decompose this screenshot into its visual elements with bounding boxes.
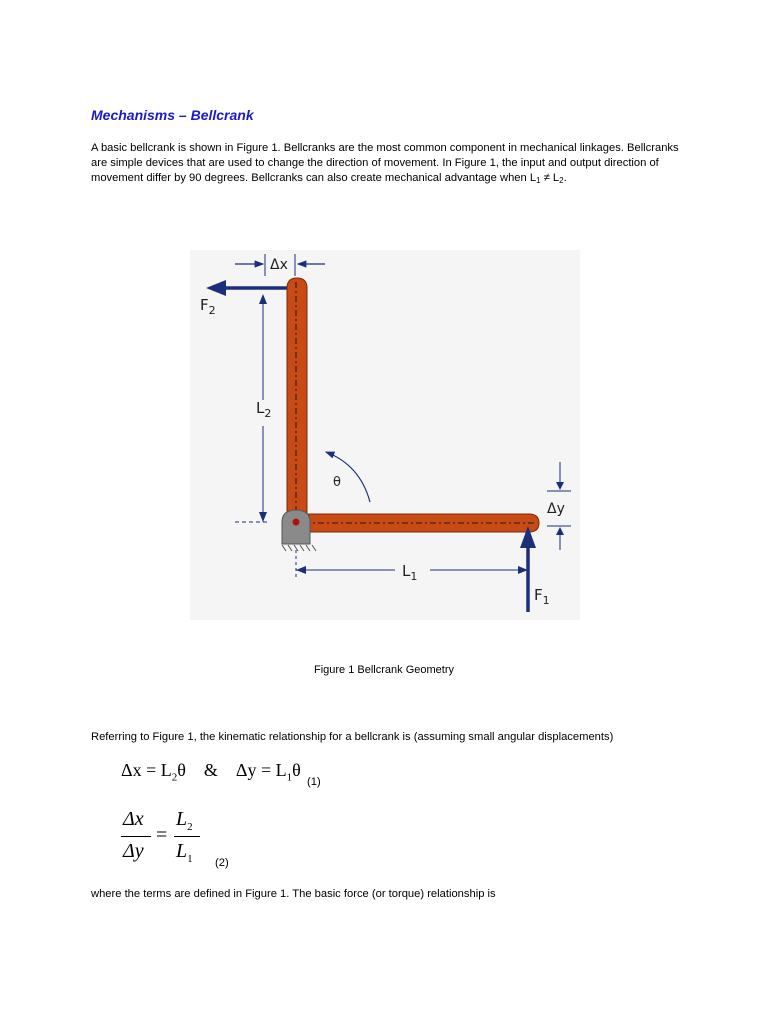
eq1-part-b-end: θ bbox=[292, 760, 301, 780]
eq1-part-a: Δx = L bbox=[121, 760, 172, 780]
force-paragraph: where the terms are defined in Figure 1. The basic force (or torque) relationship is bbox=[91, 888, 496, 900]
eq2-equals: = bbox=[156, 824, 168, 846]
eq2-den-right: $L_1$ bbox=[176, 840, 193, 865]
eq2-num-right: $L_2$ bbox=[176, 808, 193, 833]
cond-end: . bbox=[563, 172, 567, 184]
equation-2-number: (2) bbox=[215, 857, 229, 869]
equation-1-number: (1) bbox=[307, 776, 321, 788]
eq2-bar-right bbox=[174, 836, 200, 837]
eq2-bar-left bbox=[121, 836, 151, 837]
eq1-part-a-end: θ bbox=[177, 760, 186, 780]
figure-caption: Figure 1 Bellcrank Geometry bbox=[314, 664, 454, 676]
label-l2: $L_2$ bbox=[256, 399, 272, 420]
label-f1: $F_1$ bbox=[534, 586, 550, 607]
eq1-part-a-sub: 2 bbox=[171, 771, 178, 784]
figure-background bbox=[190, 250, 580, 620]
label-l1: $L_1$ bbox=[402, 562, 418, 583]
cond-l2-sub: 2 bbox=[559, 176, 564, 185]
bellcrank-figure bbox=[190, 250, 580, 620]
equation-1 bbox=[121, 760, 301, 784]
cond-op: ≠ bbox=[540, 172, 553, 184]
kinematic-paragraph: Referring to Figure 1, the kinematic relationship for a bellcrank is (assuming small angular displacements) bbox=[91, 731, 614, 743]
cond-l2: L bbox=[552, 172, 560, 184]
eq1-part-b-sub: 1 bbox=[286, 771, 293, 784]
eq1-part-b: Δy = L bbox=[235, 760, 287, 780]
eq1-amp: & bbox=[203, 760, 218, 780]
label-f2: $F_2$ bbox=[200, 296, 216, 317]
label-theta: θ bbox=[333, 475, 341, 490]
intro-text: A basic bellcrank is shown in Figure 1. Bellcranks are the most common component in mechanical linkages. Bellcranks are simple devices that are used to change the direction of movement. In Figure 1, the input and output direction of movement differ by 90 degrees. Bellcranks can also create mechanical advantage when bbox=[91, 142, 679, 184]
eq2-num-left: Δx bbox=[123, 808, 144, 830]
label-dx: Δx bbox=[270, 257, 288, 273]
intro-paragraph bbox=[91, 141, 691, 186]
eq2-den-left: Δy bbox=[123, 840, 144, 862]
page-title: Mechanisms – Bellcrank bbox=[91, 107, 254, 123]
label-dy: Δy bbox=[547, 501, 565, 517]
cond-l1: L bbox=[529, 172, 537, 184]
cond-l1-sub: 1 bbox=[536, 176, 541, 185]
